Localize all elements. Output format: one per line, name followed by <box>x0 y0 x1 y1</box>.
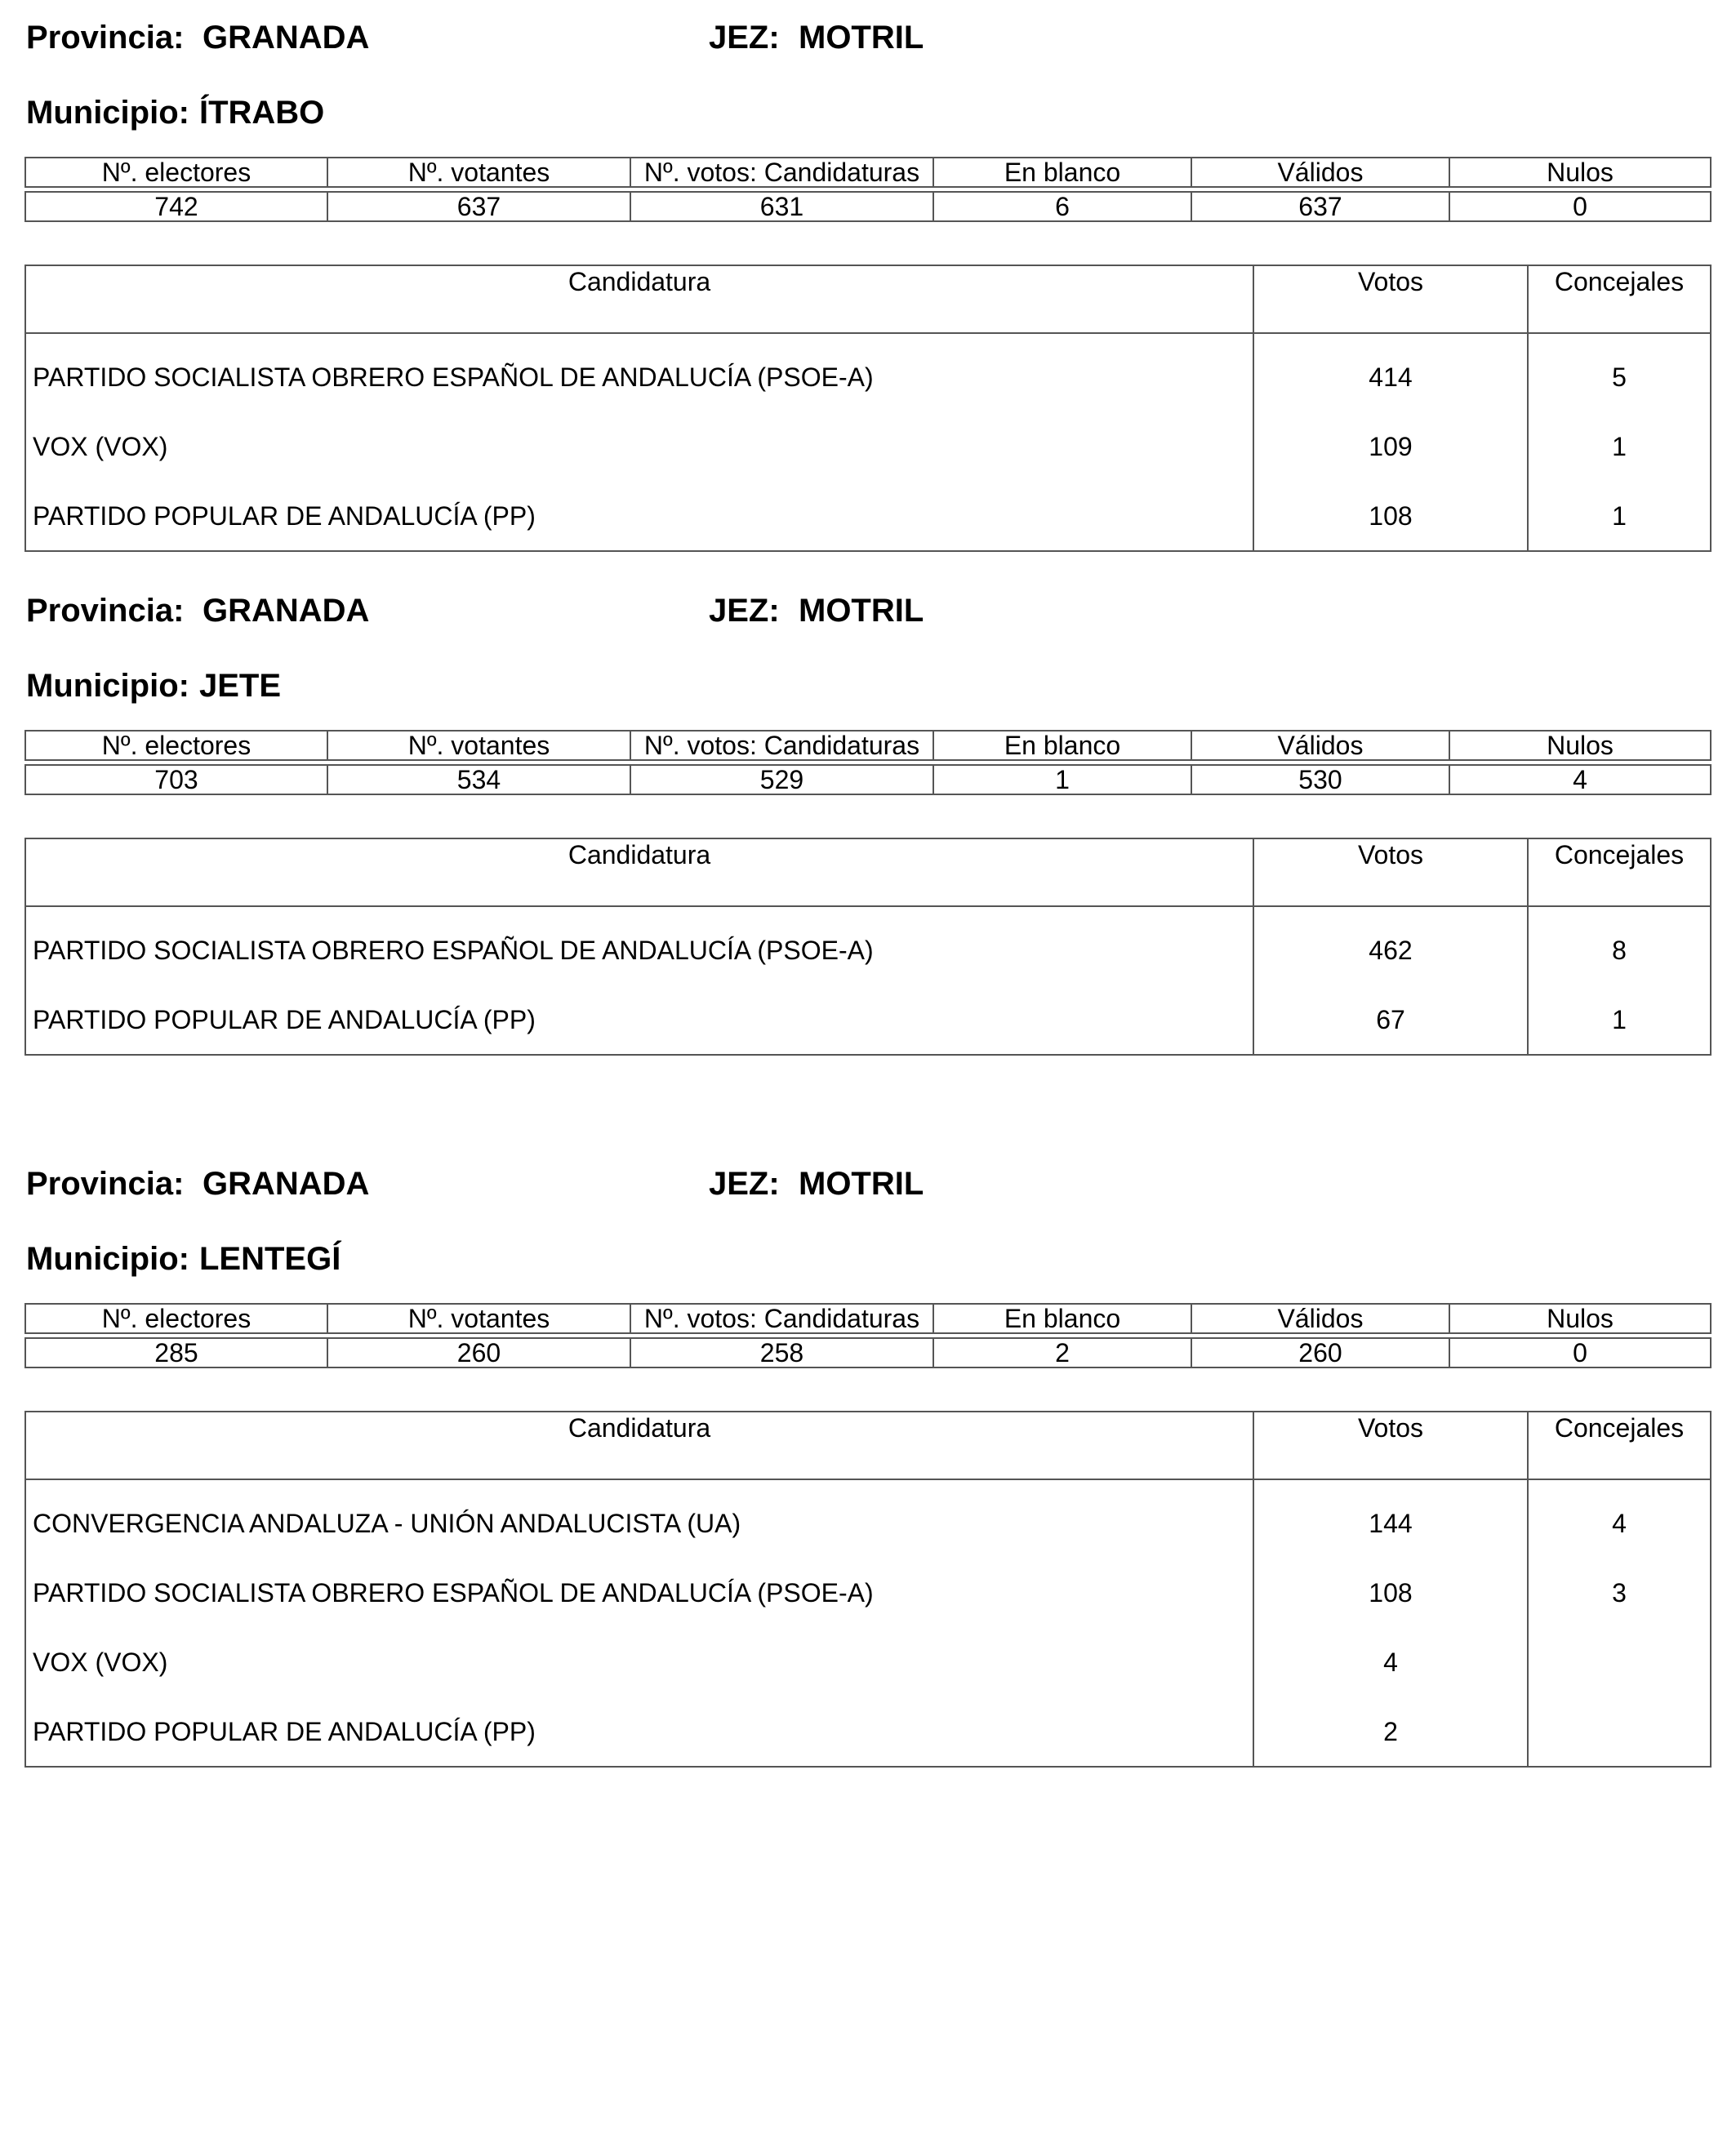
municipio-value: JETE <box>198 668 282 704</box>
provincia-label: Provincia: <box>26 20 185 56</box>
header-concejales: Concejales <box>1528 1412 1711 1479</box>
result-row <box>25 985 1711 1055</box>
value-votantes: 534 <box>327 765 630 794</box>
votos-value: 144 <box>1253 1479 1528 1558</box>
header-votos: Votos <box>1253 838 1528 906</box>
municipio-section-lentegi <box>24 1164 1710 1746</box>
votos-value: 108 <box>1253 1558 1528 1627</box>
provincia-value: GRANADA <box>203 593 370 629</box>
value-nulos: 0 <box>1449 192 1711 221</box>
candidatura-name: VOX (VOX) <box>25 1627 1253 1697</box>
header-votantes: Nº. votantes <box>327 731 630 760</box>
results-table <box>24 838 1712 1056</box>
result-row <box>25 906 1711 985</box>
jez-label: JEZ: <box>709 1166 780 1202</box>
concejales-value <box>1528 1627 1711 1697</box>
candidatura-name: VOX (VOX) <box>25 411 1253 481</box>
header-validos: Válidos <box>1191 158 1449 187</box>
municipio-section-jete <box>24 591 1710 1034</box>
jez-value: MOTRIL <box>799 20 924 56</box>
header-nulos: Nulos <box>1449 1304 1711 1333</box>
municipio-label: Municipio: <box>26 95 189 131</box>
jez-label: JEZ: <box>709 20 780 56</box>
provincia-label: Provincia: <box>26 1166 185 1202</box>
concejales-value: 4 <box>1528 1479 1711 1558</box>
summary-value-row <box>25 1338 1711 1367</box>
votos-value: 4 <box>1253 1627 1528 1697</box>
result-row <box>25 411 1711 481</box>
votos-value: 108 <box>1253 481 1528 551</box>
result-row <box>25 1558 1711 1627</box>
summary-table <box>24 1303 1712 1368</box>
header-nulos: Nulos <box>1449 158 1711 187</box>
votos-value: 67 <box>1253 985 1528 1055</box>
header-en-blanco: En blanco <box>933 731 1191 760</box>
value-electores: 742 <box>25 192 327 221</box>
result-row <box>25 333 1711 411</box>
header-en-blanco: En blanco <box>933 1304 1191 1333</box>
section-header <box>24 1164 1710 1203</box>
result-row <box>25 481 1711 551</box>
header-votos-candidaturas: Nº. votos: Candidaturas <box>630 158 933 187</box>
municipio-label: Municipio: <box>26 668 189 704</box>
votos-value: 414 <box>1253 333 1528 411</box>
value-nulos: 4 <box>1449 765 1711 794</box>
result-row <box>25 1697 1711 1767</box>
value-votantes: 637 <box>327 192 630 221</box>
summary-value-row <box>25 765 1711 794</box>
value-en-blanco: 2 <box>933 1338 1191 1367</box>
value-en-blanco: 1 <box>933 765 1191 794</box>
value-validos: 530 <box>1191 765 1449 794</box>
candidatura-name: PARTIDO POPULAR DE ANDALUCÍA (PP) <box>25 1697 1253 1767</box>
value-votos-candidaturas: 631 <box>630 192 933 221</box>
municipio-value: ÍTRABO <box>198 95 325 131</box>
section-header <box>24 18 1710 57</box>
results-header-row <box>25 838 1711 906</box>
result-row <box>25 1627 1711 1697</box>
provincia-label: Provincia: <box>26 593 185 629</box>
summary-header-row <box>25 158 1711 187</box>
jez-value: MOTRIL <box>799 1166 924 1202</box>
header-electores: Nº. electores <box>25 158 327 187</box>
value-votantes: 260 <box>327 1338 630 1367</box>
concejales-value: 1 <box>1528 481 1711 551</box>
header-electores: Nº. electores <box>25 731 327 760</box>
section-header <box>24 591 1710 630</box>
header-electores: Nº. electores <box>25 1304 327 1333</box>
results-table <box>24 1411 1712 1768</box>
votos-value: 109 <box>1253 411 1528 481</box>
provincia-value: GRANADA <box>203 20 370 56</box>
concejales-value <box>1528 1697 1711 1767</box>
header-votos-candidaturas: Nº. votos: Candidaturas <box>630 731 933 760</box>
results-table <box>24 265 1712 552</box>
value-electores: 285 <box>25 1338 327 1367</box>
candidatura-name: PARTIDO POPULAR DE ANDALUCÍA (PP) <box>25 985 1253 1055</box>
candidatura-name: PARTIDO SOCIALISTA OBRERO ESPAÑOL DE ANDALUCÍA (PSOE-A) <box>25 333 1253 411</box>
concejales-value: 5 <box>1528 333 1711 411</box>
summary-header-row <box>25 731 1711 760</box>
provincia-value: GRANADA <box>203 1166 370 1202</box>
value-electores: 703 <box>25 765 327 794</box>
value-validos: 637 <box>1191 192 1449 221</box>
header-candidatura: Candidatura <box>25 265 1253 333</box>
municipio-label: Municipio: <box>26 1241 189 1277</box>
concejales-value: 3 <box>1528 1558 1711 1627</box>
header-concejales: Concejales <box>1528 265 1711 333</box>
municipio-value: LENTEGÍ <box>198 1241 341 1277</box>
summary-table <box>24 730 1712 795</box>
value-votos-candidaturas: 258 <box>630 1338 933 1367</box>
header-votos: Votos <box>1253 265 1528 333</box>
concejales-value: 1 <box>1528 985 1711 1055</box>
candidatura-name: PARTIDO POPULAR DE ANDALUCÍA (PP) <box>25 481 1253 551</box>
municipio-title <box>26 666 281 705</box>
header-candidatura: Candidatura <box>25 838 1253 906</box>
result-row <box>25 1479 1711 1558</box>
header-validos: Válidos <box>1191 731 1449 760</box>
header-votos: Votos <box>1253 1412 1528 1479</box>
value-validos: 260 <box>1191 1338 1449 1367</box>
header-validos: Válidos <box>1191 1304 1449 1333</box>
votos-value: 462 <box>1253 906 1528 985</box>
value-nulos: 0 <box>1449 1338 1711 1367</box>
results-header-row <box>25 1412 1711 1479</box>
header-candidatura: Candidatura <box>25 1412 1253 1479</box>
header-votantes: Nº. votantes <box>327 1304 630 1333</box>
candidatura-name: CONVERGENCIA ANDALUZA - UNIÓN ANDALUCISTA (UA) <box>25 1479 1253 1558</box>
municipio-section-itrabo <box>24 18 1710 531</box>
jez-label: JEZ: <box>709 593 780 629</box>
municipio-title <box>26 1239 341 1279</box>
header-votos-candidaturas: Nº. votos: Candidaturas <box>630 1304 933 1333</box>
results-header-row <box>25 265 1711 333</box>
summary-header-row <box>25 1304 1711 1333</box>
candidatura-name: PARTIDO SOCIALISTA OBRERO ESPAÑOL DE ANDALUCÍA (PSOE-A) <box>25 906 1253 985</box>
value-en-blanco: 6 <box>933 192 1191 221</box>
header-votantes: Nº. votantes <box>327 158 630 187</box>
jez-value: MOTRIL <box>799 593 924 629</box>
votos-value: 2 <box>1253 1697 1528 1767</box>
summary-value-row <box>25 192 1711 221</box>
header-nulos: Nulos <box>1449 731 1711 760</box>
header-en-blanco: En blanco <box>933 158 1191 187</box>
candidatura-name: PARTIDO SOCIALISTA OBRERO ESPAÑOL DE ANDALUCÍA (PSOE-A) <box>25 1558 1253 1627</box>
summary-table <box>24 157 1712 222</box>
value-votos-candidaturas: 529 <box>630 765 933 794</box>
concejales-value: 1 <box>1528 411 1711 481</box>
header-concejales: Concejales <box>1528 838 1711 906</box>
municipio-title <box>26 93 324 132</box>
concejales-value: 8 <box>1528 906 1711 985</box>
